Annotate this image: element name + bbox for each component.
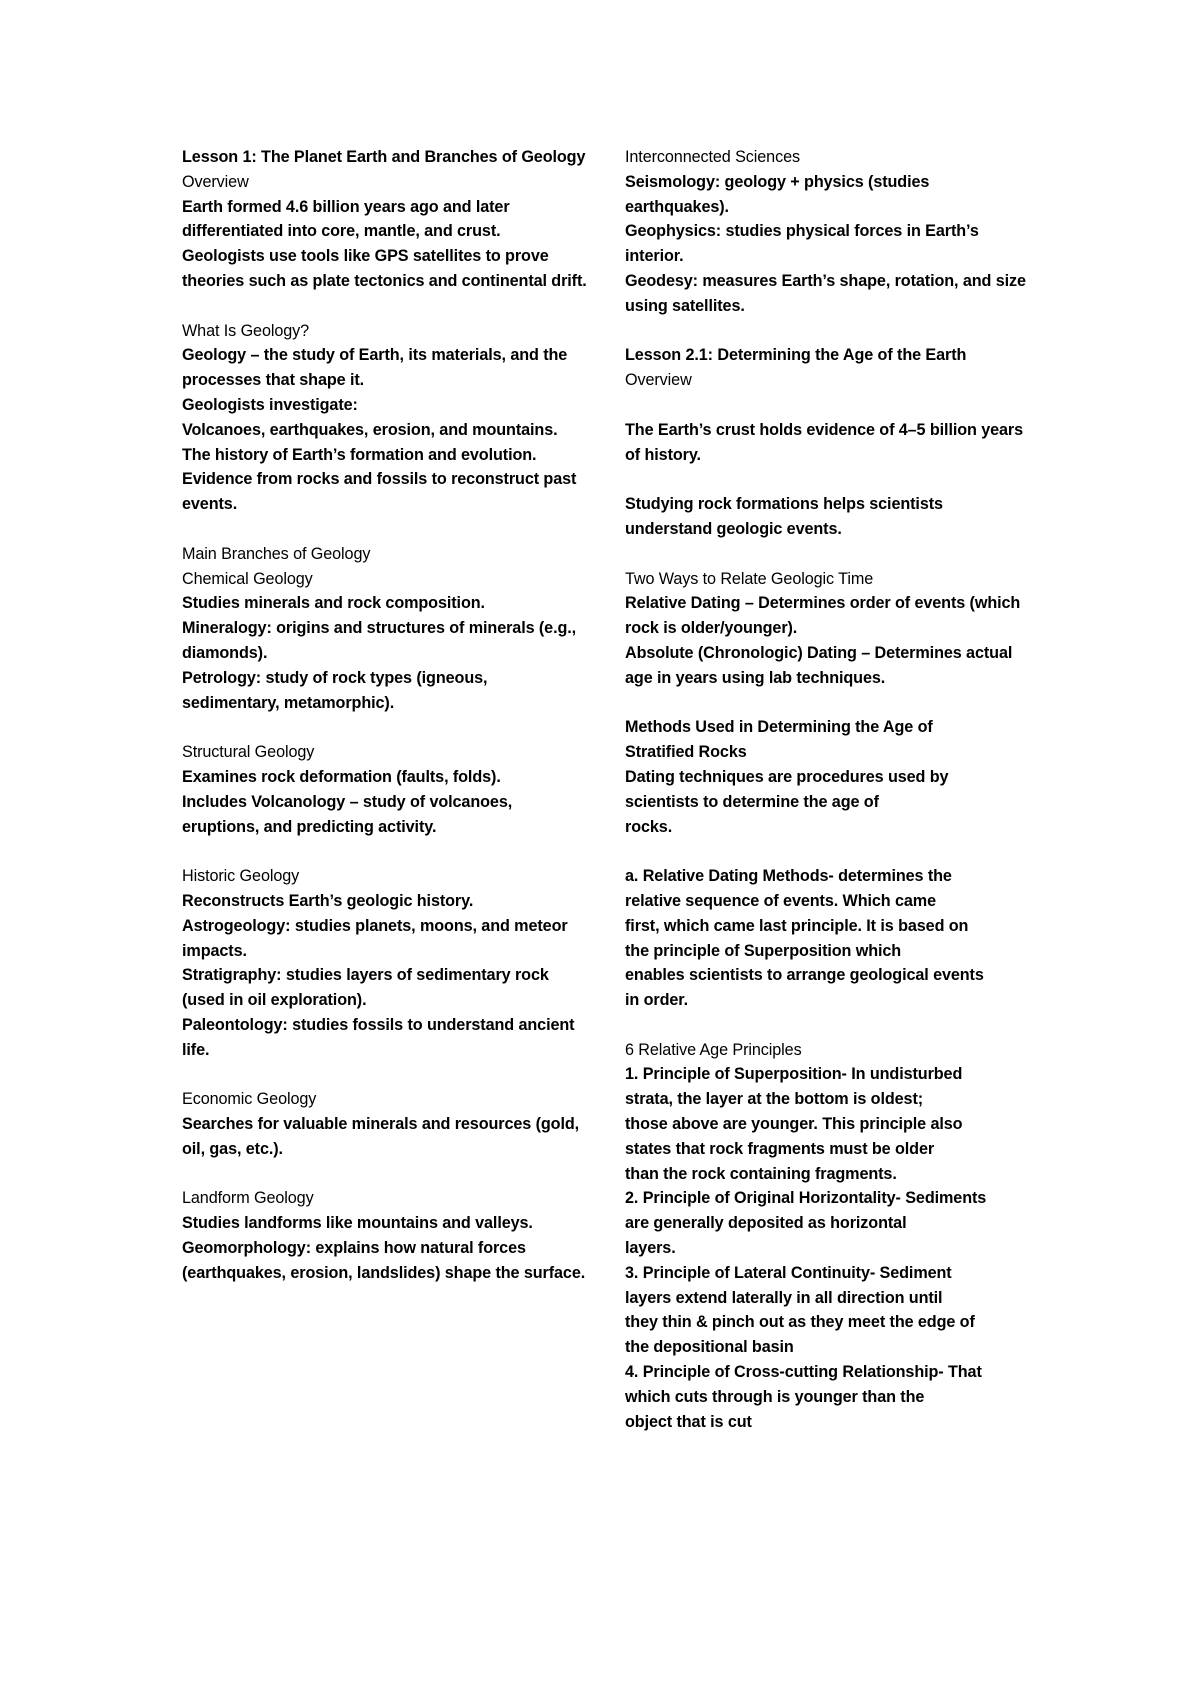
principle-4-line-1: 4. Principle of Cross-cutting Relationship- That — [625, 1363, 982, 1382]
economic-geology-line-1: Searches for valuable minerals and resources (gold, oil, gas, etc.). — [182, 1115, 580, 1158]
geodesy-line: Geodesy: measures Earth’s shape, rotation, and size using satellites. — [625, 271, 1026, 315]
methods-heading-line-2: Stratified Rocks — [625, 743, 747, 762]
interconnected-sciences-section — [625, 145, 1030, 319]
relative-methods-line-3: first, which came last principle. It is based on — [625, 916, 969, 935]
investigate-item-3: Evidence from rocks and fossils to reconstruct past events. — [182, 470, 577, 514]
geophysics-line: Geophysics: studies physical forces in Earth’s interior. — [625, 222, 979, 266]
principle-2-line-3: layers. — [625, 1239, 676, 1258]
relative-methods-line-6: in order. — [625, 991, 688, 1010]
chemical-geology-line-3: Petrology: study of rock types (igneous, sedimentary, metamorphic). — [182, 668, 488, 712]
principle-1-line-1: 1. Principle of Superposition- In undisturbed — [625, 1065, 963, 1084]
principle-4-line-3: object that is cut — [625, 1412, 752, 1431]
two-ways-section — [625, 567, 1030, 691]
lesson1-title: Lesson 1: The Planet Earth and Branches of Geology — [182, 148, 586, 166]
lesson21-overview-label: Overview — [625, 371, 692, 390]
historic-geology-line-3: Stratigraphy: studies layers of sedimentary rock (used in oil exploration). — [182, 966, 549, 1010]
lesson21-title: Lesson 2.1: Determining the Age of the Earth — [625, 346, 967, 365]
geologists-investigate-label: Geologists investigate: — [182, 395, 358, 414]
landform-geology-heading: Landform Geology — [182, 1189, 314, 1208]
principle-3-line-1: 3. Principle of Lateral Continuity- Sediment — [625, 1263, 952, 1282]
methods-text-line-3: rocks. — [625, 817, 673, 836]
landform-geology-line-2: Geomorphology: explains how natural forces (earthquakes, erosion, landslides) shape the surface. — [182, 1239, 586, 1282]
principles-heading: 6 Relative Age Principles — [625, 1040, 802, 1059]
methods-heading-line-1: Methods Used in Determining the Age of — [625, 718, 933, 737]
structural-geology-line-2: Includes Volcanology – study of volcanoes, eruptions, and predicting activity. — [182, 792, 513, 836]
principle-4-line-2: which cuts through is younger than the — [625, 1387, 925, 1406]
methods-text-line-1: Dating techniques are procedures used by — [625, 767, 949, 786]
main-branches-section — [182, 542, 587, 716]
principle-1-line-3: those above are younger. This principle also — [625, 1115, 963, 1134]
historic-geology-line-4: Paleontology: studies fossils to understand ancient life. — [182, 1015, 575, 1059]
relative-methods-line-1: a. Relative Dating Methods- determines the — [625, 867, 952, 886]
principle-3-line-2: layers extend laterally in all direction until — [625, 1288, 943, 1307]
principle-1-line-2: strata, the layer at the bottom is oldest; — [625, 1090, 924, 1109]
principle-2-line-2: are generally deposited as horizontal — [625, 1214, 907, 1233]
two-ways-heading: Two Ways to Relate Geologic Time — [625, 569, 874, 588]
right-column — [625, 145, 1030, 1434]
principle-3-line-4: the depositional basin — [625, 1338, 794, 1357]
principle-3-line-3: they thin & pinch out as they meet the edge of — [625, 1313, 975, 1332]
structural-geology-heading: Structural Geology — [182, 743, 315, 762]
principle-1-line-4: states that rock fragments must be older — [625, 1139, 935, 1158]
chemical-geology-line-2: Mineralogy: origins and structures of minerals (e.g., diamonds). — [182, 619, 577, 662]
economic-geology-heading: Economic Geology — [182, 1090, 317, 1109]
lesson21-para-1: The Earth’s crust holds evidence of 4–5 billion years of history. — [625, 420, 1024, 464]
historic-geology-line-2: Astrogeology: studies planets, moons, and meteor impacts. — [182, 916, 568, 960]
what-is-geology-section — [182, 319, 587, 517]
structural-geology-section — [182, 740, 587, 839]
main-branches-heading: Main Branches of Geology — [182, 544, 371, 563]
seismology-line: Seismology: geology + physics (studies earthquakes). — [625, 172, 930, 216]
methods-section — [625, 715, 1030, 839]
relative-methods-line-5: enables scientists to arrange geological events — [625, 966, 984, 985]
historic-geology-line-1: Reconstructs Earth’s geologic history. — [182, 891, 474, 910]
lesson21-para-2-block — [625, 492, 1030, 542]
principle-2-line-1: 2. Principle of Original Horizontality- Sediments — [625, 1189, 987, 1208]
relative-dating-line: Relative Dating – Determines order of events (which rock is older/younger). — [625, 594, 1021, 638]
relative-methods-section — [625, 864, 1030, 1013]
lesson21-para-1-block — [625, 418, 1030, 468]
structural-geology-line-1: Examines rock deformation (faults, folds). — [182, 767, 501, 786]
geology-definition: Geology – the study of Earth, its materials, and the processes that shape it. — [182, 346, 568, 390]
principle-1-line-5: than the rock containing fragments. — [625, 1164, 897, 1183]
historic-geology-section — [182, 864, 587, 1062]
lesson21-para-2: Studying rock formations helps scientists understand geologic events. — [625, 495, 943, 538]
chemical-geology-line-1: Studies minerals and rock composition. — [182, 594, 485, 613]
interconnected-sciences-heading: Interconnected Sciences — [625, 148, 800, 166]
historic-geology-heading: Historic Geology — [182, 867, 300, 886]
principles-section — [625, 1038, 1030, 1435]
lesson1-overview-label: Overview — [182, 172, 249, 191]
lesson1-section — [182, 145, 587, 294]
left-column — [182, 145, 587, 1286]
economic-geology-section — [182, 1087, 587, 1161]
absolute-dating-line: Absolute (Chronologic) Dating – Determines actual age in years using lab techniques. — [625, 643, 1013, 687]
investigate-item-2: The history of Earth’s formation and evolution. — [182, 445, 537, 464]
methods-text-line-2: scientists to determine the age of — [625, 792, 879, 811]
relative-methods-line-4: the principle of Superposition which — [625, 941, 902, 960]
what-is-geology-heading: What Is Geology? — [182, 321, 310, 340]
landform-geology-line-1: Studies landforms like mountains and valleys. — [182, 1214, 533, 1233]
relative-methods-line-2: relative sequence of events. Which came — [625, 891, 936, 910]
lesson1-overview-text: Earth formed 4.6 billion years ago and later differentiated into core, mantle, and crust. Geologists use tools like GPS satellites to prove theories such as plate tectonics and continental drift. — [182, 197, 587, 290]
investigate-item-1: Volcanoes, earthquakes, erosion, and mountains. — [182, 420, 558, 439]
lesson21-section — [625, 343, 1030, 393]
landform-geology-section — [182, 1186, 587, 1285]
chemical-geology-heading: Chemical Geology — [182, 569, 313, 588]
